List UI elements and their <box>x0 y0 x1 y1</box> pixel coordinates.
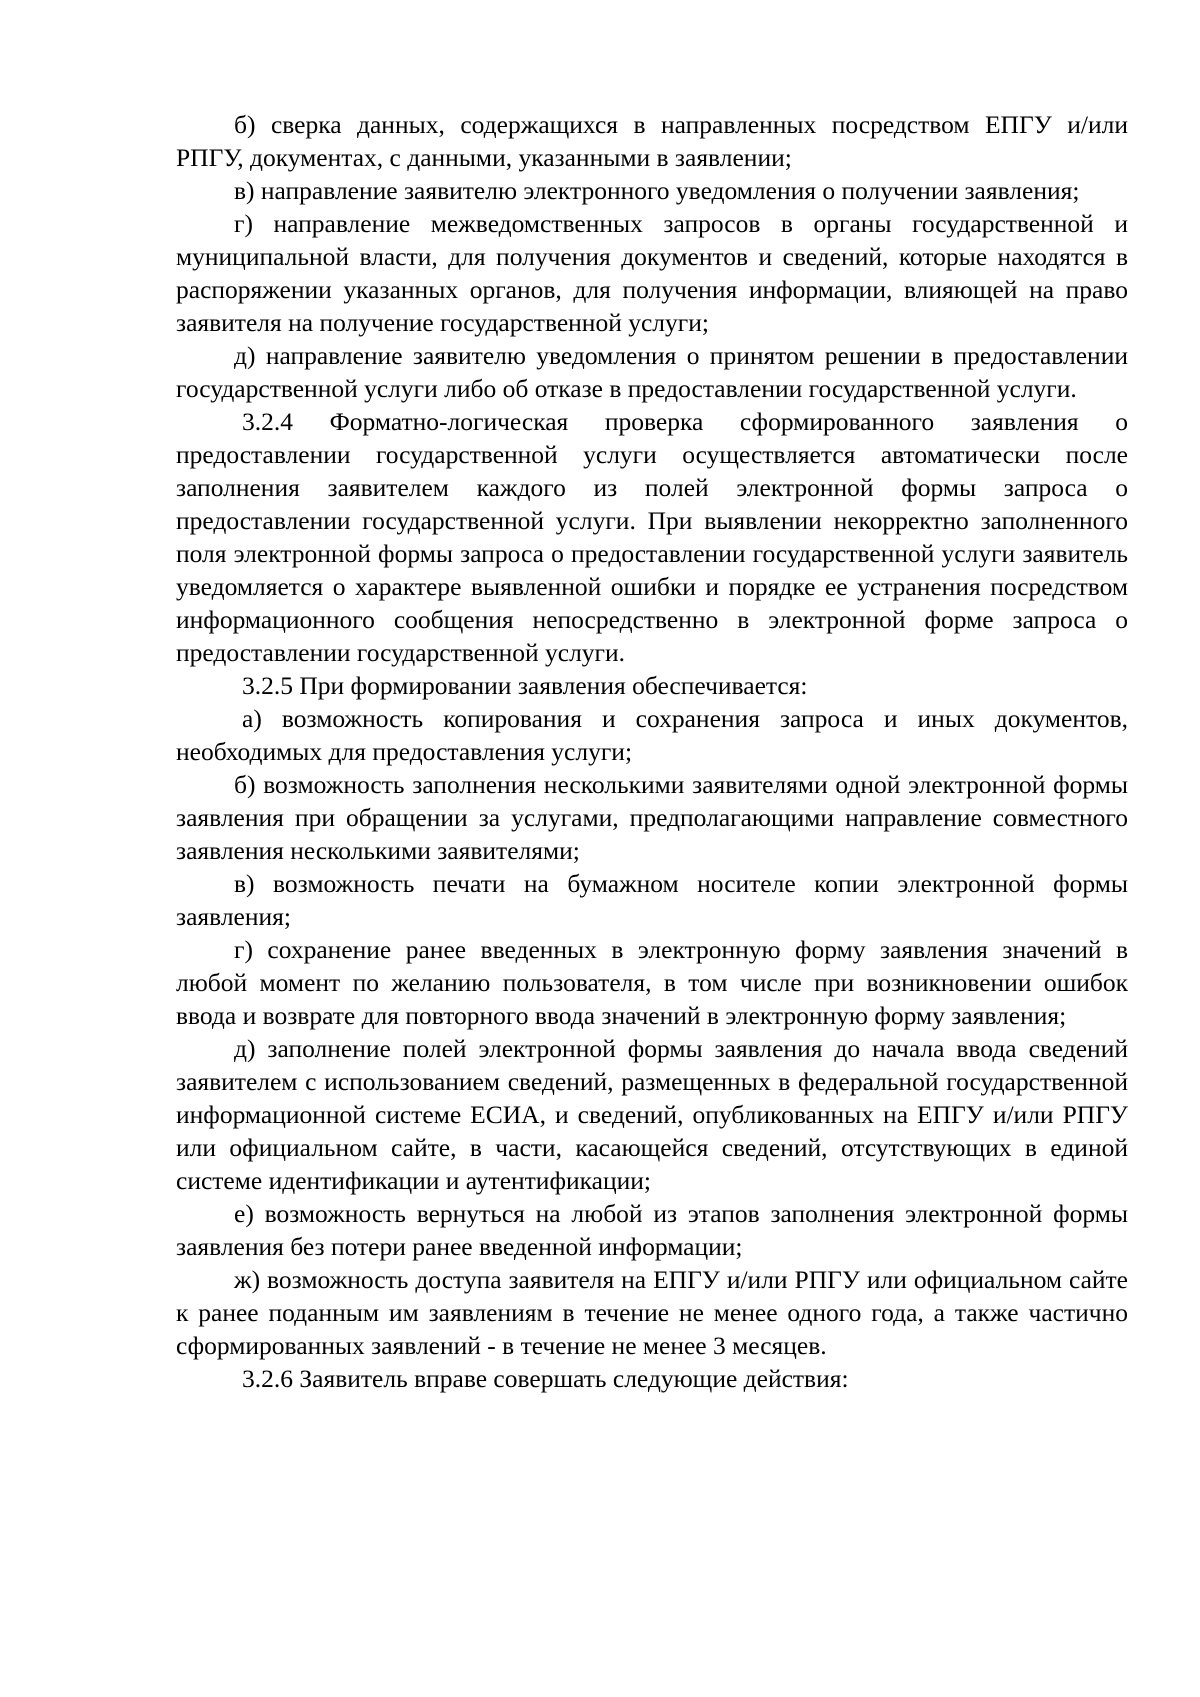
paragraph-d-prefill-esia: д) заполнение полей электронной формы заявления до начала ввода сведений заявителем с использованием сведений, размещенных в федеральной государственной информационной системе ЕСИА, и сведений, опубликованных на ЕПГУ и/или РПГУ или официальном сайте, в части, касающейся сведений, отсутствующих в единой системе идентификации и аутентификации; <box>176 1034 1128 1195</box>
paragraph-v-notification: в) направление заявителю электронного уведомления о получении заявления; <box>234 176 1080 205</box>
paragraph-zh-access-history: ж) возможность доступа заявителя на ЕПГУ и/или РПГУ или официальном сайте к ранее поданным им заявлениям в течение не менее одного года, а также частично сформированных заявлений - в течение не менее 3 месяцев. <box>176 1265 1128 1360</box>
paragraph-v-print: в) возможность печати на бумажном носителе копии электронной формы заявления; <box>176 869 1128 931</box>
paragraph-d-decision-notice: д) направление заявителю уведомления о принятом решении в предоставлении государственной услуги либо об отказе в предоставлении государственной услуги. <box>176 341 1128 403</box>
paragraph-e-return-steps: е) возможность вернуться на любой из этапов заполнения электронной формы заявления без потери ранее введенной информации; <box>176 1199 1128 1261</box>
paragraph-g-interagency-requests: г) направление межведомственных запросов в органы государственной и муниципальной власти, для получения документов и сведений, которые находятся в распоряжении указанных органов, для получения информации, влияющей на право заявителя на получение государственной услуги; <box>176 209 1128 337</box>
document-page <box>176 108 1128 1395</box>
paragraph-a-copy-save: а) возможность копирования и сохранения запроса и иных документов, необходимых для предоставления услуги; <box>176 704 1128 766</box>
paragraph-3-2-6: 3.2.6 Заявитель вправе совершать следующие действия: <box>242 1364 849 1393</box>
paragraph-3-2-4: 3.2.4 Форматно-логическая проверка сформированного заявления о предоставлении государственной услуги осуществляется автоматически после заполнения заявителем каждого из полей электронной формы запроса о предоставлении государственной услуги. При выявлении некорректно заполненного поля электронной формы запроса о предоставлении государственной услуги заявитель уведомляется о характере выявленной ошибки и порядке ее устранения посредством информационного сообщения непосредственно в электронной форме запроса о предоставлении государственной услуги. <box>176 407 1128 667</box>
paragraph-g-save-values: г) сохранение ранее введенных в электронную форму заявления значений в любой момент по желанию пользователя, в том числе при возникновении ошибок ввода и возврате для повторного ввода значений в электронную форму заявления; <box>176 935 1128 1030</box>
paragraph-3-2-5: 3.2.5 При формировании заявления обеспечивается: <box>242 671 808 700</box>
paragraph-b-data-check: б) сверка данных, содержащихся в направленных посредством ЕПГУ и/или РПГУ, документах, с данными, указанными в заявлении; <box>176 110 1128 172</box>
paragraph-b-multiple-applicants: б) возможность заполнения несколькими заявителями одной электронной формы заявления при обращении за услугами, предполагающими направление совместного заявления несколькими заявителями; <box>176 770 1128 865</box>
